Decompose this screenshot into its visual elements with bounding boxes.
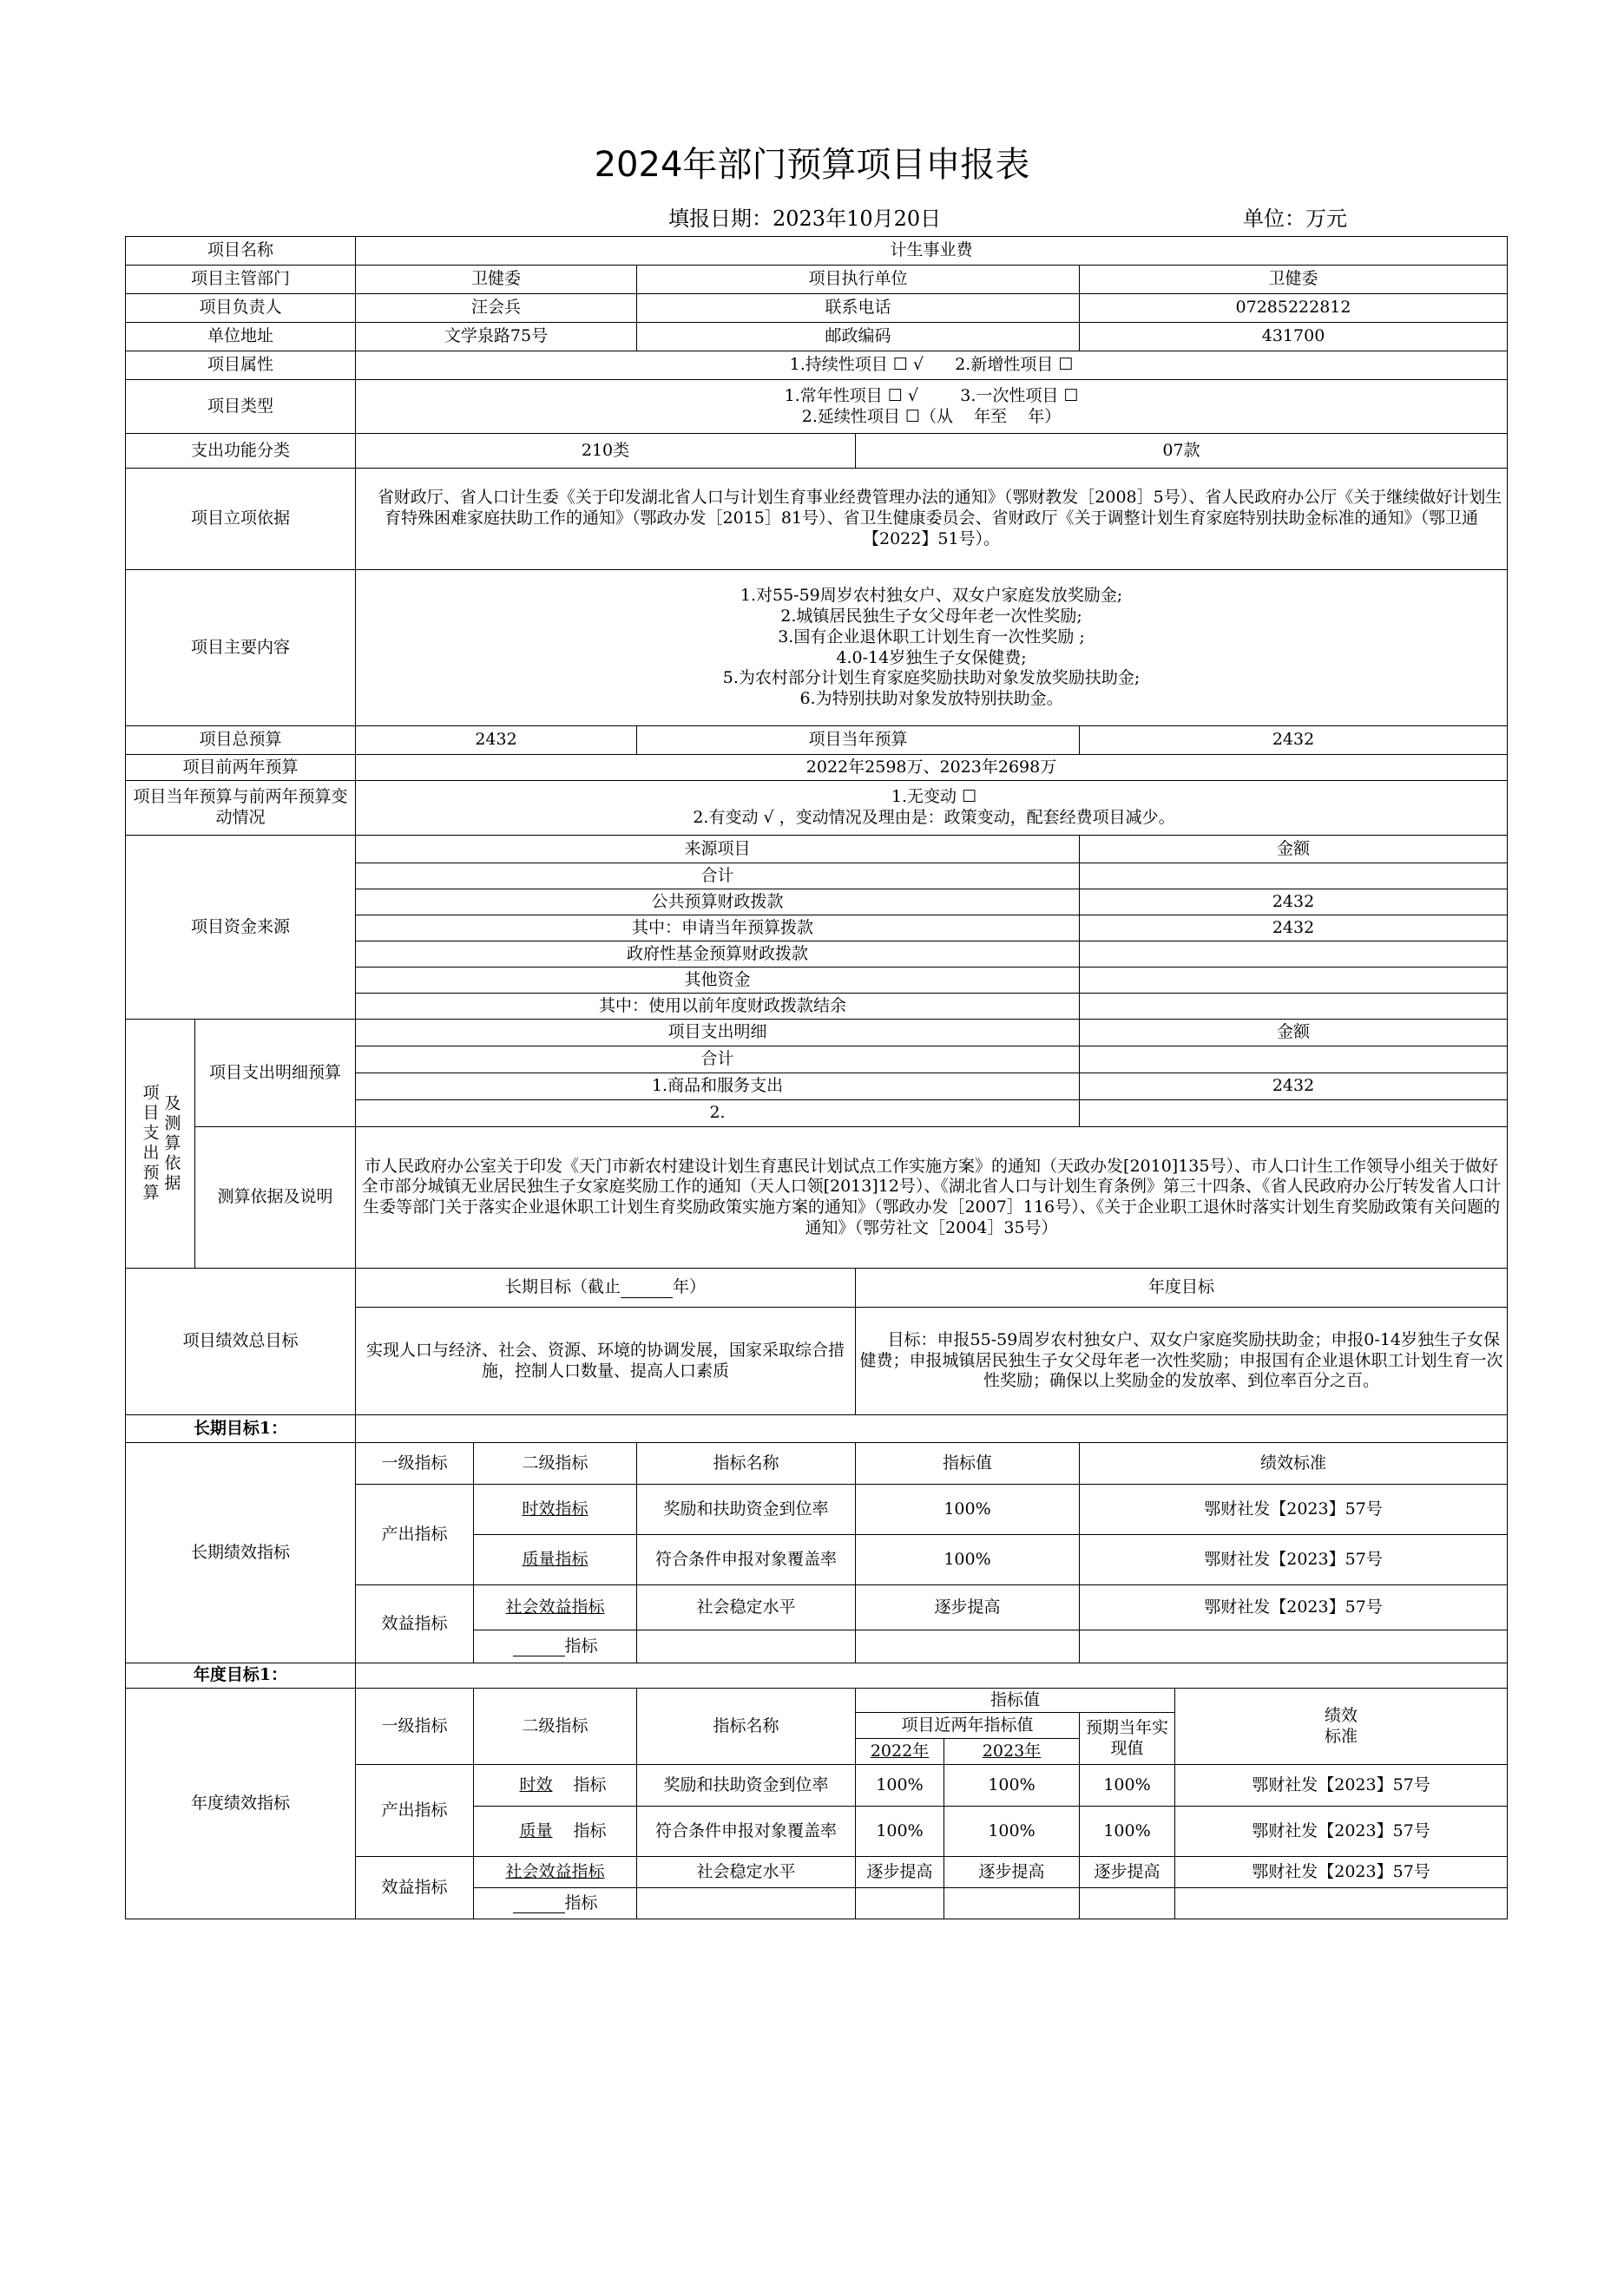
label-attr: 项目属性	[126, 351, 356, 380]
annual-std-b: 标准	[1325, 1726, 1358, 1746]
value-perf-annual: 目标：申报55-59周岁农村独女户、双女户家庭奖励扶助金；申报0-14岁独生子女保健费；申报城镇居民独生子女父母年老一次性奖励；申报国有企业退休职工计划生育一次性奖励；确保以上奖励金的发放率、到位率百分之百。	[856, 1308, 1508, 1415]
annual-y2: 逐步提高	[944, 1857, 1080, 1888]
expense-item-name: 2.	[356, 1100, 1080, 1127]
long-second	[474, 1630, 637, 1663]
header-annual-value: 指标值	[856, 1689, 1175, 1713]
annual-output-label: 产出指标	[356, 1765, 474, 1857]
header-perf-annual: 年度目标	[856, 1269, 1508, 1308]
label-type: 项目类型	[126, 380, 356, 434]
long-benefit-label: 效益指标	[356, 1585, 474, 1663]
content-item: 4.0-14岁独生子女保健费;	[836, 647, 1027, 667]
label-func: 支出功能分类	[126, 434, 356, 469]
long-second	[474, 1535, 637, 1585]
label-annual-section: 年度目标1：	[126, 1663, 356, 1689]
long-second	[474, 1485, 637, 1535]
row-expense-header	[126, 1020, 1508, 1046]
long-name: 社会稳定水平	[637, 1585, 856, 1630]
label-budget-prev: 项目前两年预算	[126, 755, 356, 781]
header-annual-recent: 项目近两年指标值	[856, 1713, 1080, 1739]
content-item: 1.对55-59周岁农村独女户、双女户家庭发放奖励金;	[740, 586, 1123, 606]
annual-y2	[944, 1888, 1080, 1919]
funding-source: 合计	[356, 863, 1080, 889]
funding-amount	[1080, 863, 1508, 889]
annual-standard: 鄂财社发【2023】57号	[1175, 1857, 1508, 1888]
annual-second-suffix: 指标	[564, 1893, 598, 1912]
header-long-value: 指标值	[856, 1443, 1080, 1485]
annual-y1	[856, 1888, 944, 1919]
row-basis	[126, 469, 1508, 570]
type-line-2: 2.延续性项目 ☐（从 年至 年）	[801, 406, 1062, 426]
header-annual-first: 一级指标	[356, 1689, 474, 1765]
long-output-label: 产出指标	[356, 1485, 474, 1585]
header-annual-expected: 预期当年实现值	[1080, 1713, 1175, 1765]
label-long-section: 长期目标1：	[126, 1415, 356, 1443]
row-type	[126, 380, 1508, 434]
row-project-name	[126, 237, 1508, 266]
expense-item-amount	[1080, 1100, 1508, 1127]
value-postcode: 431700	[1080, 323, 1508, 351]
row-funding-header	[126, 836, 1508, 863]
annual-second	[474, 1765, 637, 1807]
annual-y2: 100%	[944, 1807, 1080, 1857]
value-type	[356, 380, 1508, 434]
annual-second-text: 质量	[519, 1820, 553, 1840]
perf-long-b: 年）	[673, 1277, 707, 1297]
value-func-class: 210类	[356, 434, 856, 469]
value-project-name: 计生事业费	[356, 237, 1508, 266]
funding-amount	[1080, 968, 1508, 994]
header-funding-amount: 金额	[1080, 836, 1508, 863]
long-value: 100%	[856, 1485, 1080, 1535]
row-long-header	[126, 1443, 1508, 1485]
long-second-text: 时效指标	[522, 1499, 588, 1519]
annual-second-text: 时效	[519, 1774, 553, 1794]
annual-name: 社会稳定水平	[637, 1857, 856, 1888]
type-line-1: 1.常年性项目 ☐ √ 3.一次性项目 ☐	[784, 385, 1079, 405]
funding-amount: 2432	[1080, 889, 1508, 915]
annual-y1: 100%	[856, 1807, 944, 1857]
expense-item-amount: 2432	[1080, 1073, 1508, 1100]
annual-second-suffix: 指标	[573, 1820, 607, 1840]
label-perf: 项目绩效总目标	[126, 1269, 356, 1415]
value-address: 文学泉路75号	[356, 323, 637, 351]
row-content	[126, 570, 1508, 726]
content-item: 5.为农村部分计划生育家庭奖励扶助对象发放奖励扶助金;	[722, 668, 1141, 688]
value-budget-current: 2432	[1080, 726, 1508, 755]
long-standard	[1080, 1630, 1508, 1663]
value-attr: 1.持续性项目 ☐ √ 2.新增性项目 ☐	[356, 351, 1508, 380]
header-long-name: 指标名称	[637, 1443, 856, 1485]
annual-second	[474, 1857, 637, 1888]
value-budget-total: 2432	[356, 726, 637, 755]
long-second-text: 指标	[564, 1636, 598, 1656]
row-address	[126, 323, 1508, 351]
annual-second-blank	[513, 1897, 565, 1913]
label-phone: 联系电话	[637, 294, 1080, 323]
long-second	[474, 1585, 637, 1630]
label-project-name: 项目名称	[126, 237, 356, 266]
label-postcode: 邮政编码	[637, 323, 1080, 351]
long-standard: 鄂财社发【2023】57号	[1080, 1535, 1508, 1585]
label-basis: 项目立项依据	[126, 469, 356, 570]
value-basis: 省财政厅、省人口计生委《关于印发湖北省人口与计划生育事业经费管理办法的通知》（鄂财教发［2008］5号）、省人民政府办公厅《关于继续做好计划生育特殊困难家庭扶助工作的通知》（鄂政办发［2015］81号）、省卫生健康委员会、省财政厅《关于调整计划生育家庭特别扶助金标准的通知》（鄂卫通【2022】51号）。	[356, 469, 1508, 570]
long-name	[637, 1630, 856, 1663]
long-name: 符合条件申报对象覆盖率	[637, 1535, 856, 1585]
header-long-standard: 绩效标准	[1080, 1443, 1508, 1485]
label-dept: 项目主管部门	[126, 266, 356, 294]
annual-second	[474, 1888, 637, 1919]
row-budget-prev	[126, 755, 1508, 781]
funding-source: 其中：使用以前年度财政拨款结余	[356, 994, 1080, 1020]
header-annual-name: 指标名称	[637, 1689, 856, 1765]
label-budget-current: 项目当年预算	[637, 726, 1080, 755]
row-attr	[126, 351, 1508, 380]
value-func-item: 07款	[856, 434, 1508, 469]
value-content	[356, 570, 1508, 726]
annual-expected: 逐步提高	[1080, 1857, 1175, 1888]
content-item: 6.为特别扶助对象发放特别扶助金。	[799, 689, 1063, 708]
annual-y1: 逐步提高	[856, 1857, 944, 1888]
row-dept	[126, 266, 1508, 294]
label-expense-calc: 测算依据及说明	[195, 1127, 356, 1269]
row-func	[126, 434, 1508, 469]
content-item: 3.国有企业退休职工计划生育一次性奖励 ;	[778, 626, 1085, 646]
value-perf-long: 实现人口与经济、社会、资源、环境的协调发展，国家采取综合措施，控制人口数量、提高人口素质	[356, 1308, 856, 1415]
row-annual-section	[126, 1663, 1508, 1689]
annual-y1-text: 2022年	[870, 1741, 930, 1761]
annual-section-empty	[356, 1663, 1508, 1689]
content-item: 2.城镇居民独生子女父母年老一次性奖励;	[780, 607, 1082, 626]
value-leader: 汪会兵	[356, 294, 637, 323]
long-second-blank	[513, 1640, 565, 1656]
annual-standard: 鄂财社发【2023】57号	[1175, 1765, 1508, 1807]
long-second-text: 社会效益指标	[505, 1597, 605, 1617]
annual-y1: 100%	[856, 1765, 944, 1807]
annual-expected: 100%	[1080, 1807, 1175, 1857]
label-address: 单位地址	[126, 323, 356, 351]
row-leader	[126, 294, 1508, 323]
expense-outer-a: 项目支出预算	[140, 1084, 160, 1204]
label-exec-unit: 项目执行单位	[637, 266, 1080, 294]
header-annual-standard	[1175, 1689, 1508, 1765]
long-value: 100%	[856, 1535, 1080, 1585]
annual-expected	[1080, 1888, 1175, 1919]
change-line-1: 1.无变动 ☐	[891, 787, 977, 807]
header-perf-long	[356, 1269, 856, 1308]
expense-outer-b: 及测算依据	[161, 1093, 181, 1194]
form-title: 2024年部门预算项目申报表	[594, 145, 1030, 185]
row-budget-total	[126, 726, 1508, 755]
label-long-term: 长期绩效指标	[126, 1443, 356, 1663]
value-budget-change	[356, 781, 1508, 836]
header-long-second: 二级指标	[474, 1443, 637, 1485]
funding-source: 公共预算财政拨款	[356, 889, 1080, 915]
label-annual: 年度绩效指标	[126, 1689, 356, 1919]
long-value: 逐步提高	[856, 1585, 1080, 1630]
row-perf-header	[126, 1269, 1508, 1308]
value-expense-calc: 市人民政府办公室关于印发《天门市新农村建设计划生育惠民计划试点工作实施方案》的通知（天政办发[2010]135号）、市人口计生工作领导小组关于做好全市部分城镇无业居民独生子女家庭奖励工作的通知（天人口领[2013]12号）、《湖北省人口与计划生育条例》第三十四条、《省人民政府办公厅转发省人口计生委等部门关于落实企业退休职工计划生育奖励政策实施方案的通知》（鄂政办发［2007］116号）、《关于企业职工退休时落实计划生育奖励政策有关问题的通知》（鄂劳社文［2004］35号）	[356, 1127, 1508, 1269]
row-expense-calc	[126, 1127, 1508, 1269]
row-annual-header-1	[126, 1689, 1508, 1713]
label-expense-detail: 项目支出明细预算	[195, 1020, 356, 1127]
annual-standard	[1175, 1888, 1508, 1919]
expense-item-name: 1.商品和服务支出	[356, 1073, 1080, 1100]
annual-second-text: 社会效益指标	[505, 1861, 605, 1881]
annual-y2-text: 2023年	[982, 1741, 1042, 1761]
value-budget-prev: 2022年2598万、2023年2698万	[356, 755, 1508, 781]
annual-std-a: 绩效	[1325, 1705, 1358, 1725]
row-long-section	[126, 1415, 1508, 1443]
expense-total-amount	[1080, 1046, 1508, 1073]
value-phone: 07285222812	[1080, 294, 1508, 323]
expense-total-label: 合计	[356, 1046, 1080, 1073]
budget-form-table	[125, 236, 1508, 1919]
fill-date: 填报日期：2023年10月20日	[668, 207, 942, 231]
header-long-first: 一级指标	[356, 1443, 474, 1485]
header-expense-amount: 金额	[1080, 1020, 1508, 1046]
annual-standard: 鄂财社发【2023】57号	[1175, 1807, 1508, 1857]
funding-amount	[1080, 994, 1508, 1020]
annual-y2: 100%	[944, 1765, 1080, 1807]
header-annual-second: 二级指标	[474, 1689, 637, 1765]
perf-long-blank	[621, 1282, 673, 1298]
value-exec-unit: 卫健委	[1080, 266, 1508, 294]
funding-amount	[1080, 941, 1508, 968]
annual-second-suffix: 指标	[573, 1774, 607, 1794]
label-content: 项目主要内容	[126, 570, 356, 726]
long-section-empty	[356, 1415, 1508, 1443]
label-leader: 项目负责人	[126, 294, 356, 323]
header-expense-detail: 项目支出明细	[356, 1020, 1080, 1046]
long-second-text: 质量指标	[522, 1549, 588, 1569]
funding-amount: 2432	[1080, 915, 1508, 941]
value-dept: 卫健委	[356, 266, 637, 294]
long-value	[856, 1630, 1080, 1663]
long-name: 奖励和扶助资金到位率	[637, 1485, 856, 1535]
header-funding-source: 来源项目	[356, 836, 1080, 863]
header-annual-y2	[944, 1739, 1080, 1765]
long-standard: 鄂财社发【2023】57号	[1080, 1485, 1508, 1535]
row-budget-change	[126, 781, 1508, 836]
annual-name: 符合条件申报对象覆盖率	[637, 1807, 856, 1857]
funding-source: 其中：申请当年预算拨款	[356, 915, 1080, 941]
annual-second	[474, 1807, 637, 1857]
change-line-2: 2.有变动 √ ，变动情况及理由是：政策变动，配套经费项目减少。	[693, 808, 1175, 827]
funding-source: 政府性基金预算财政拨款	[356, 941, 1080, 968]
label-funding: 项目资金来源	[126, 836, 356, 1020]
label-budget-total: 项目总预算	[126, 726, 356, 755]
perf-long-a: 长期目标（截止	[505, 1277, 621, 1297]
label-expense-outer	[126, 1020, 195, 1269]
annual-name: 奖励和扶助资金到位率	[637, 1765, 856, 1807]
unit-label: 单位：万元	[1243, 207, 1347, 231]
label-budget-change: 项目当年预算与前两年预算变动情况	[126, 781, 356, 836]
annual-name	[637, 1888, 856, 1919]
header-annual-y1	[856, 1739, 944, 1765]
long-standard: 鄂财社发【2023】57号	[1080, 1585, 1508, 1630]
annual-expected: 100%	[1080, 1765, 1175, 1807]
annual-benefit-label: 效益指标	[356, 1857, 474, 1919]
funding-source: 其他资金	[356, 968, 1080, 994]
